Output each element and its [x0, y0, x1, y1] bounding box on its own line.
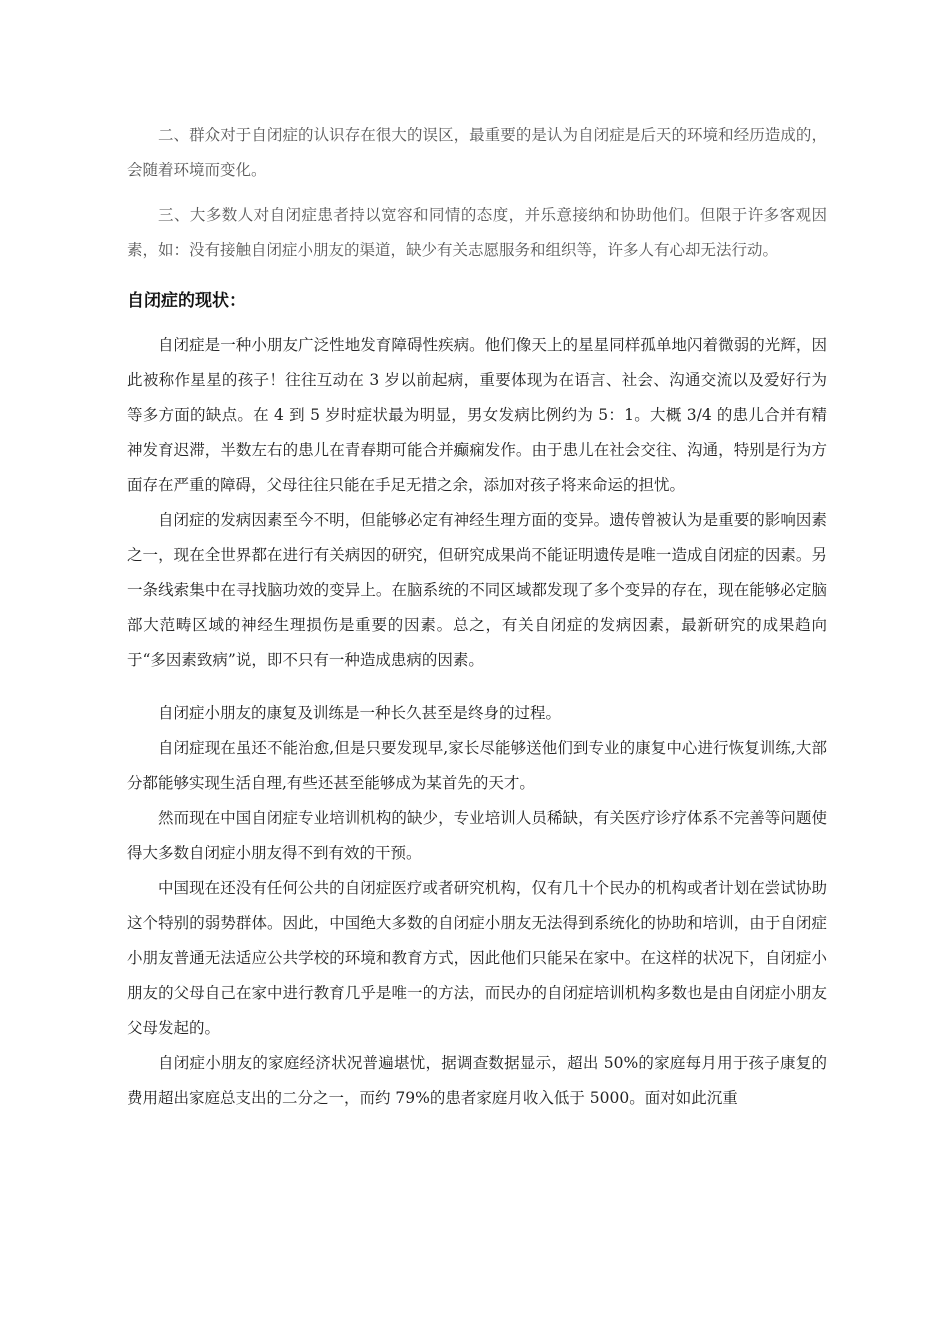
body-paragraph-4: 自闭症现在虽还不能治愈,但是只要发现早,家长尽能够送他们到专业的康复中心进行恢复训练,大部分都能够实现生活自理,有些还甚至能够成为某首先的天才。	[127, 739, 827, 792]
body-paragraph-6: 中国现在还没有任何公共的自闭症医疗或者研究机构，仅有几十个民办的机构或者计划在尝试协助这个特别的弱势群体。因此，中国绝大多数的自闭症小朋友无法得到系统化的协助和培训，由于自闭症小朋友普通无法适应公共学校的环境和教育方式，因此他们只能呆在家中。在这样的状况下，自闭症小朋友的父母自己在家中进行教育几乎是唯一的方法，而民办的自闭症培训机构多数也是由自闭症小朋友父母发起的。	[127, 879, 827, 1037]
body-paragraph-7: 自闭症小朋友的家庭经济状况普遍堪忧，据调查数据显示，超出 50%的家庭每月用于孩子康复的费用超出家庭总支出的二分之一，而约 79%的患者家庭月收入低于 5000。面对如此沉重	[127, 1054, 827, 1107]
intro-paragraph-2: 二、群众对于自闭症的认识存在很大的误区，最重要的是认为自闭症是后天的环境和经历造成的，会随着环境而变化。	[127, 126, 827, 179]
intro-paragraph-3: 三、大多数人对自闭症患者持以宽容和同情的态度，并乐意接纳和协助他们。但限于许多客观因素，如：没有接触自闭症小朋友的渠道，缺少有关志愿服务和组织等，许多人有心却无法行动。	[127, 206, 827, 259]
body-paragraph-3: 自闭症小朋友的康复及训练是一种长久甚至是终身的过程。	[158, 704, 562, 722]
document-page	[127, 118, 827, 1116]
body-paragraph-1: 自闭症是一种小朋友广泛性地发育障碍性疾病。他们像天上的星星同样孤单地闪着微弱的光辉，因此被称作星星的孩子！往往互动在 3 岁以前起病，重要体现为在语言、社会、沟通交流以及爱好行为等多方面的缺点。在 4 到 5 岁时症状最为明显，男女发病比例约为 5：1。大概 3/4 的患儿合并有精神发育迟滞，半数左右的患儿在青春期可能合并癫痫发作。由于患儿在社会交往、沟通，特别是行为方面存在严重的障碍，父母往往只能在手足无措之余，添加对孩子将来命运的担忧。	[127, 336, 827, 494]
body-paragraph-5: 然而现在中国自闭症专业培训机构的缺少，专业培训人员稀缺，有关医疗诊疗体系不完善等问题使得大多数自闭症小朋友得不到有效的干预。	[127, 809, 827, 862]
section-heading: 自闭症的现状：	[127, 291, 246, 311]
body-paragraph-2: 自闭症的发病因素至今不明，但能够必定有神经生理方面的变异。遗传曾被认为是重要的影响因素之一，现在全世界都在进行有关病因的研究，但研究成果尚不能证明遗传是唯一造成自闭症的因素。另一条线索集中在寻找脑功效的变异上。在脑系统的不同区域都发现了多个变异的存在，现在能够必定脑部大范畴区域的神经生理损伤是重要的因素。总之，有关自闭症的发病因素，最新研究的成果趋向于“多因素致病”说，即不只有一种造成患病的因素。	[127, 511, 827, 669]
